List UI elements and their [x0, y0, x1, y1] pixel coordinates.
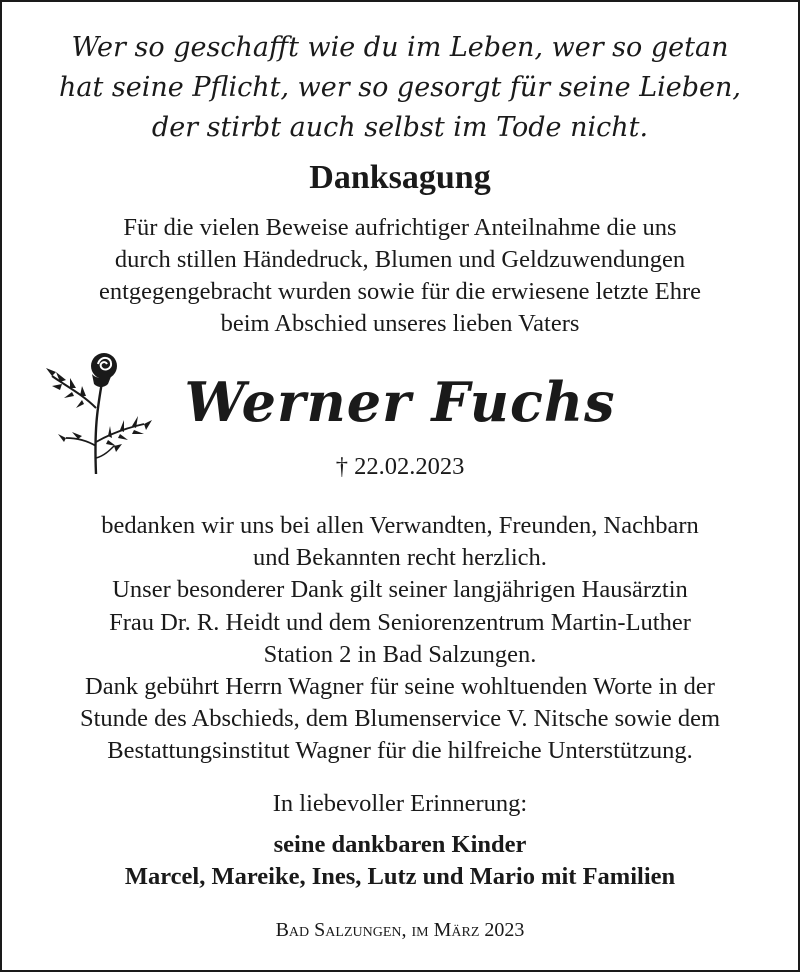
body-line: Unser besonderer Dank gilt seiner langjährigen Hausärztin — [112, 576, 688, 604]
body-line: Bestattungsinstitut Wagner für die hilfreiche Unterstützung. — [107, 737, 693, 765]
intro-paragraph — [2, 212, 798, 340]
signers-line-2: Marcel, Mareike, Ines, Lutz und Mario mit Familien — [124, 863, 676, 890]
intro-line: durch stillen Händedruck, Blumen und Geldzuwendungen — [114, 246, 686, 273]
body-line: Dank gebührt Herrn Wagner für seine wohltuenden Worte in der — [85, 673, 715, 701]
signers — [2, 829, 798, 893]
heading-danksagung: Danksagung — [309, 159, 491, 196]
intro-line: beim Abschied unseres lieben Vaters — [220, 310, 580, 337]
closing-line: In liebevoller Erinnerung: — [272, 790, 528, 817]
body-line: Station 2 in Bad Salzungen. — [263, 640, 537, 668]
thanks-paragraph — [2, 510, 798, 768]
body-line: Frau Dr. R. Heidt und dem Seniorenzentrum Martin-Luther — [109, 608, 691, 636]
quote-line: Wer so geschafft wie du im Leben, wer so getan — [71, 32, 729, 63]
quote-line: der stirbt auch selbst im Tode nicht. — [151, 112, 649, 143]
body-line: bedanken wir uns bei allen Verwandten, Freunden, Nachbarn — [101, 512, 699, 539]
deceased-name: Werner Fuchs — [184, 370, 616, 434]
place-and-date: Bad Salzungen, im März 2023 — [275, 919, 525, 941]
death-date: † 22.02.2023 — [335, 453, 465, 480]
quote-line: hat seine Pflicht, wer so gesorgt für seine Lieben, — [58, 72, 741, 103]
memorial-quote — [2, 28, 798, 148]
intro-line: entgegengebracht wurden sowie für die erwiesene letzte Ehre — [98, 278, 701, 305]
body-line: und Bekannten recht herzlich. — [253, 544, 547, 572]
intro-line: Für die vielen Beweise aufrichtiger Anteilnahme die uns — [123, 214, 677, 241]
body-line: Stunde des Abschieds, dem Blumenservice V. Nitsche sowie dem — [79, 705, 721, 733]
signers-line-1: seine dankbaren Kinder — [273, 831, 527, 858]
